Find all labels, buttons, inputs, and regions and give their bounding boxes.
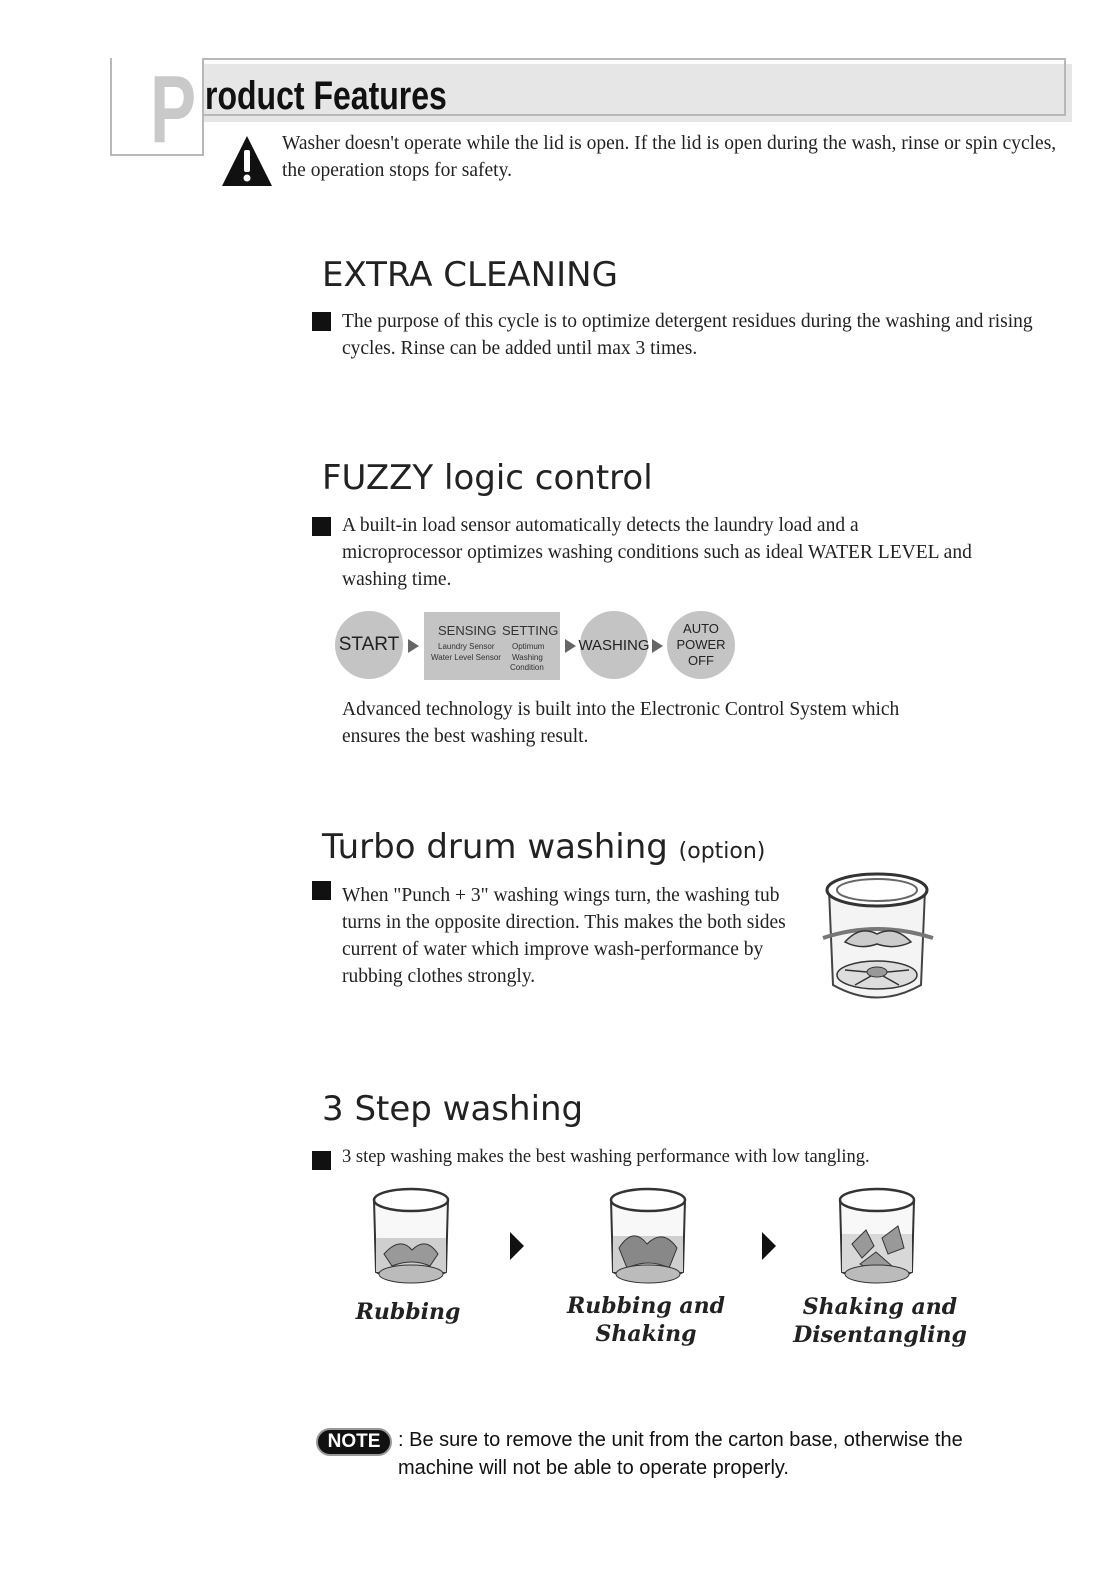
flow-setting-sub: Condition xyxy=(510,663,544,672)
flow-auto-line: OFF xyxy=(688,653,714,668)
turbo-title-main: Turbo drum washing xyxy=(322,827,668,867)
header-letter: P xyxy=(150,56,197,163)
step-1-illustration xyxy=(370,1186,452,1290)
bullet-square xyxy=(312,1151,331,1170)
bullet-square xyxy=(312,517,331,536)
flow-arrow-icon xyxy=(652,639,663,653)
fuzzy-flow-diagram xyxy=(335,610,740,682)
flow-washing: WASHING xyxy=(580,611,648,679)
step-1-caption xyxy=(328,1298,488,1326)
bullet-square xyxy=(312,312,331,331)
flow-sensing-sub: Laundry Sensor xyxy=(438,642,495,651)
step-title: 3 Step washing xyxy=(322,1089,584,1129)
step-3-caption xyxy=(790,1293,970,1349)
turbo-option: (option) xyxy=(678,839,766,864)
step-caption-line: Disentangling xyxy=(793,1322,967,1348)
step-caption-line: Rubbing and xyxy=(566,1293,726,1319)
note-badge: NOTE xyxy=(316,1428,392,1456)
flow-sensing-label: SENSING xyxy=(438,623,497,638)
step-arrow-icon xyxy=(762,1232,776,1260)
step-caption-line: Shaking and xyxy=(802,1294,958,1320)
flow-auto-line: AUTO xyxy=(683,621,719,636)
extra-cleaning-title: EXTRA CLEANING xyxy=(322,255,618,295)
flow-sensing-setting-box xyxy=(424,612,560,680)
step-3-illustration xyxy=(836,1186,918,1290)
step-text: 3 step washing makes the best washing performance with low tangling. xyxy=(342,1147,870,1167)
note-text: : Be sure to remove the unit from the carton base, otherwise the machine will not be able to operate properly. xyxy=(398,1429,963,1479)
flow-auto-power-off xyxy=(667,611,735,679)
flow-arrow-icon xyxy=(565,639,576,653)
turbo-drum-illustration xyxy=(815,870,940,1010)
fuzzy-text: A built-in load sensor automatically detects the laundry load and a microprocessor optimizes washing conditions such as ideal WATER LEVEL and washing time. xyxy=(342,515,972,590)
page-title: roduct Features xyxy=(205,74,447,118)
extra-cleaning-text: The purpose of this cycle is to optimize detergent residues during the washing and rising cycles. Rinse can be added until max 3 times. xyxy=(342,311,1033,359)
flow-setting-sub: Washing xyxy=(512,653,543,662)
flow-setting-sub: Optimum xyxy=(512,642,545,651)
step-2-caption xyxy=(556,1292,736,1348)
fuzzy-title: FUZZY logic control xyxy=(322,458,653,498)
step-caption-line: Shaking xyxy=(595,1321,697,1347)
warning-icon xyxy=(220,134,274,188)
turbo-title xyxy=(322,827,766,867)
step-2-illustration xyxy=(607,1186,689,1290)
turbo-text: When "Punch + 3" washing wings turn, the washing tub turns in the opposite direction. This makes the both sides current of water which improve wash-performance by rubbing clothes strongly. xyxy=(342,885,786,987)
bullet-square xyxy=(312,881,331,900)
flow-setting-label: SETTING xyxy=(502,623,559,638)
warning-text: Washer doesn't operate while the lid is open. If the lid is open during the wash, rinse or spin cycles, the operation stops for safety. xyxy=(282,133,1057,181)
step-caption-line: Rubbing xyxy=(355,1299,461,1325)
fuzzy-text-2: Advanced technology is built into the Electronic Control System which ensures the best washing result. xyxy=(342,699,900,747)
flow-auto-line: POWER xyxy=(676,637,726,652)
flow-sensing-sub: Water Level Sensor xyxy=(431,653,501,662)
step-arrow-icon xyxy=(510,1232,524,1260)
flow-start: START xyxy=(335,611,403,679)
flow-arrow-icon xyxy=(408,639,419,653)
